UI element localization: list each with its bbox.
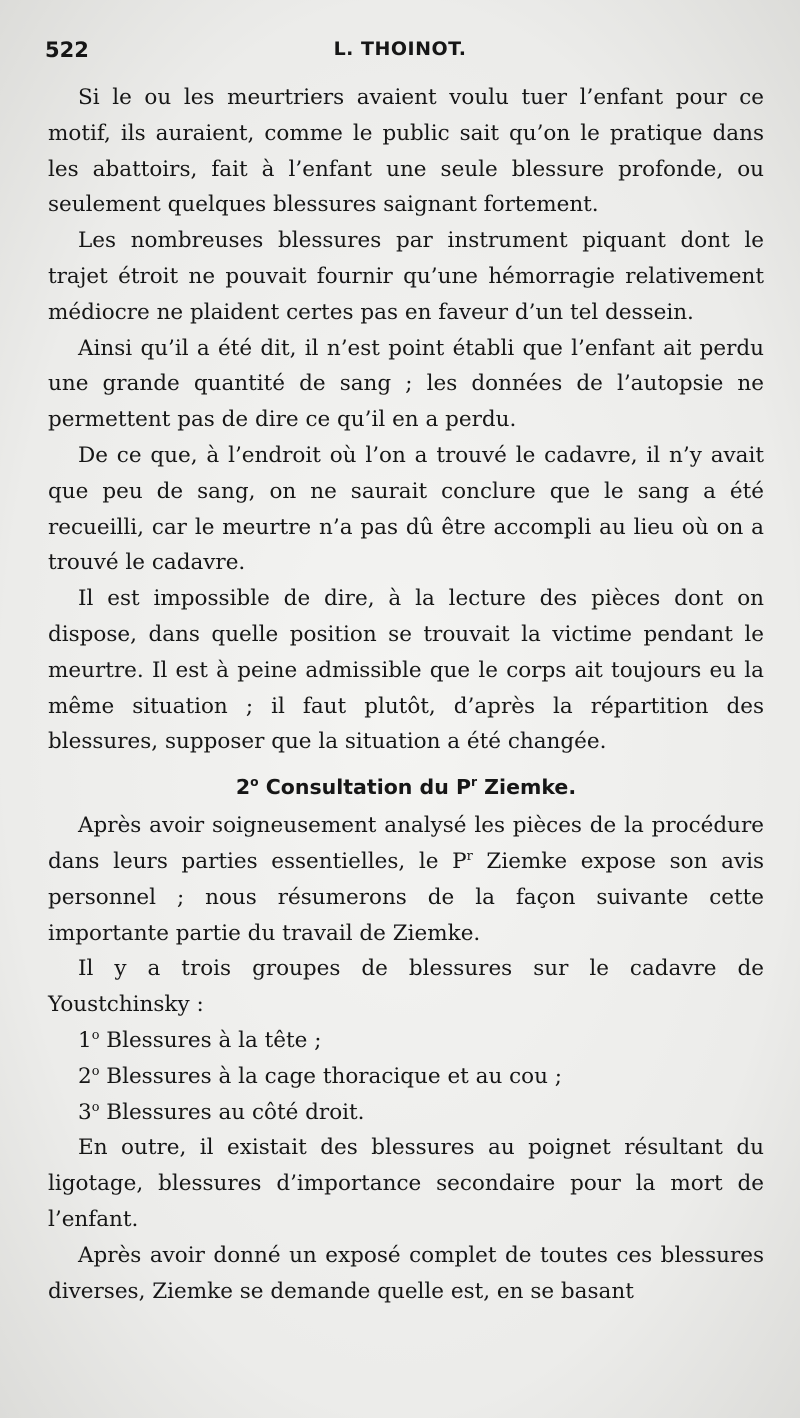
running-head: L. THOINOT.: [333, 38, 467, 60]
section-heading: [48, 766, 764, 808]
list-text: Blessures à la cage thoracique et au cou ;: [99, 1063, 563, 1089]
list-item: [78, 1059, 764, 1095]
list-text: Blessures à la tête ;: [99, 1027, 322, 1053]
list-number: 3: [78, 1099, 92, 1125]
heading-number-sup: o: [250, 775, 259, 790]
list-number: 1: [78, 1027, 92, 1053]
list-item: [78, 1023, 764, 1059]
paragraph-text-before: Après avoir soigneusement analysé les pièces de la procédure dans leurs parties essentielles, le P: [48, 813, 764, 874]
list-number-sup: o: [91, 1063, 100, 1079]
heading-number: 2: [235, 775, 251, 800]
heading-text-after: Ziemke.: [477, 775, 577, 800]
professor-sup: r: [466, 848, 473, 864]
list-text: Blessures au côté droit.: [99, 1099, 365, 1125]
heading-text-before: Consultation du P: [258, 775, 471, 800]
heading-title-sup: r: [470, 775, 478, 790]
paragraph-text-after: Ziemke expose son avis personnel ; nous résumerons de la façon suivante cette importante partie du travail de Ziemke.: [48, 848, 764, 946]
page-number: 522: [45, 38, 89, 62]
paragraph: Il y a trois groupes de blessures sur le cadavre de Youstchinsky :: [48, 956, 764, 1018]
list-number: 2: [78, 1063, 92, 1089]
paragraph: Si le ou les meurtriers avaient voulu tuer l’enfant pour ce motif, ils auraient, comme le public sait qu’on le pratique dans les abattoirs, fait à l’enfant une seule blessure profonde, ou seulement quelques blessures saignant fortement.: [48, 85, 764, 218]
list-item: [78, 1095, 764, 1131]
paragraph: En outre, il existait des blessures au poignet résultant du ligotage, blessures d’importance secondaire pour la mort de l’enfant.: [48, 1135, 764, 1232]
page-header: [0, 38, 800, 72]
paragraph: Il est impossible de dire, à la lecture des pièces dont on dispose, dans quelle position se trouvait la victime pendant le meurtre. Il est à peine admissible que le corps ait toujours eu la même situation ; il faut plutôt, d’après la répartition des blessures, supposer que la situation a été changée.: [48, 586, 764, 755]
paragraph: Ainsi qu’il a été dit, il n’est point établi que l’enfant ait perdu une grande quantité de sang ; les données de l’autopsie ne permettent pas de dire ce qu’il en a perdu.: [48, 335, 764, 433]
paragraph: De ce que, à l’endroit où l’on a trouvé le cadavre, il n’y avait que peu de sang, on ne saurait conclure que le sang a été recueilli, car le meurtre n’a pas dû être accompli au lieu où on a trouvé le cadavre.: [48, 442, 764, 576]
paragraph: [48, 808, 764, 951]
paragraph: Après avoir donné un exposé complet de toutes ces blessures diverses, Ziemke se demande quelle est, en se basant: [48, 1242, 764, 1304]
body-text: [48, 80, 764, 1309]
list-number-sup: o: [91, 1027, 100, 1043]
list-number-sup: o: [91, 1099, 100, 1115]
paragraph: Les nombreuses blessures par instrument piquant dont le trajet étroit ne pouvait fournir qu’une hémorragie relativement médiocre ne plaident certes pas en faveur d’un tel dessein.: [48, 228, 764, 325]
